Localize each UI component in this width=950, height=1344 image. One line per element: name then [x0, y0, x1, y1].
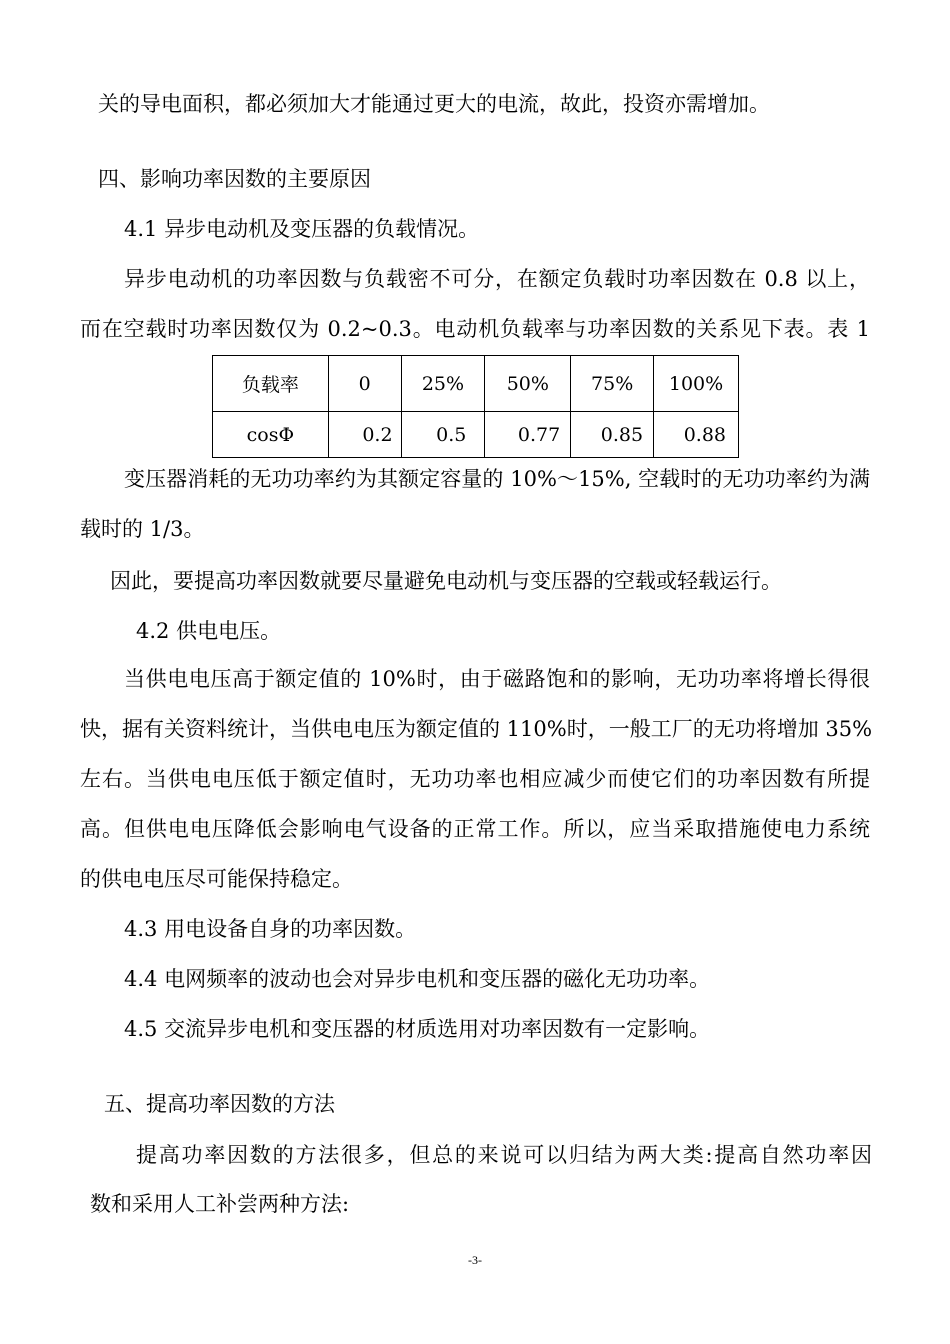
- paragraph-line: 左右。当供电电压低于额定值时，无功功率也相应减少而使它们的功率因数有所提: [80, 767, 870, 791]
- table-cell: 0.5: [401, 412, 485, 458]
- paragraph-line: 关的导电面积，都必须加大才能通过更大的电流，故此，投资亦需增加。: [98, 92, 770, 116]
- paragraph-line: 高。但供电电压降低会影响电气设备的正常工作。所以，应当采取措施使电力系统: [80, 817, 870, 841]
- paragraph-line: 数和采用人工补尝两种方法:: [90, 1192, 350, 1216]
- table-cell: 100%: [654, 356, 739, 412]
- table-cell: 0.77: [485, 412, 571, 458]
- table-cell: 0.88: [654, 412, 739, 458]
- section-heading: 五、提高功率因数的方法: [104, 1092, 335, 1116]
- section-heading: 四、影响功率因数的主要原因: [98, 167, 371, 191]
- paragraph-line: 快，据有关资料统计，当供电电压为额定值的 110%时，一般工厂的无功将增加 35%: [80, 717, 873, 741]
- table-cell: 0: [328, 356, 401, 412]
- paragraph-line: 的供电电压尽可能保持稳定。: [80, 867, 353, 891]
- table-row: [213, 412, 739, 458]
- subsection-heading: 4.3 用电设备自身的功率因数。: [124, 917, 417, 941]
- paragraph-line: 因此，要提高功率因数就要尽量避免电动机与变压器的空载或轻载运行。: [110, 569, 782, 593]
- paragraph-line: 而在空载时功率因数仅为 0.2~0.3。电动机负载率与功率因数的关系见下表。表 1: [80, 317, 870, 341]
- table-cell: 25%: [401, 356, 485, 412]
- load-rate-table: [212, 355, 739, 458]
- table-cell: 75%: [571, 356, 654, 412]
- subsection-heading: 4.1 异步电动机及变压器的负载情况。: [124, 217, 480, 241]
- paragraph-line: 载时的 1/3。: [80, 517, 205, 541]
- page-number: -3-: [468, 1253, 482, 1267]
- subsection-heading: 4.5 交流异步电机和变压器的材质选用对功率因数有一定影响。: [124, 1017, 711, 1041]
- paragraph-line: 当供电电压高于额定值的 10%时，由于磁路饱和的影响，无功功率将增长得很: [124, 667, 870, 691]
- paragraph-line: 异步电动机的功率因数与负载密不可分，在额定负载时功率因数在 0.8 以上，: [124, 267, 870, 291]
- paragraph-line: 提高功率因数的方法很多，但总的来说可以归结为两大类:提高自然功率因: [136, 1143, 872, 1167]
- table-header-cell: cosΦ: [213, 412, 329, 458]
- table-cell: 0.2: [328, 412, 401, 458]
- table-row: [213, 356, 739, 412]
- table-cell: 50%: [485, 356, 571, 412]
- table-cell: 0.85: [571, 412, 654, 458]
- table-header-cell: 负载率: [213, 356, 329, 412]
- paragraph-line: 变压器消耗的无功功率约为其额定容量的 10%～15%, 空载时的无功功率约为满: [124, 467, 870, 491]
- subsection-heading: 4.2 供电电压。: [136, 619, 282, 643]
- subsection-heading: 4.4 电网频率的波动也会对异步电机和变压器的磁化无功功率。: [124, 967, 711, 991]
